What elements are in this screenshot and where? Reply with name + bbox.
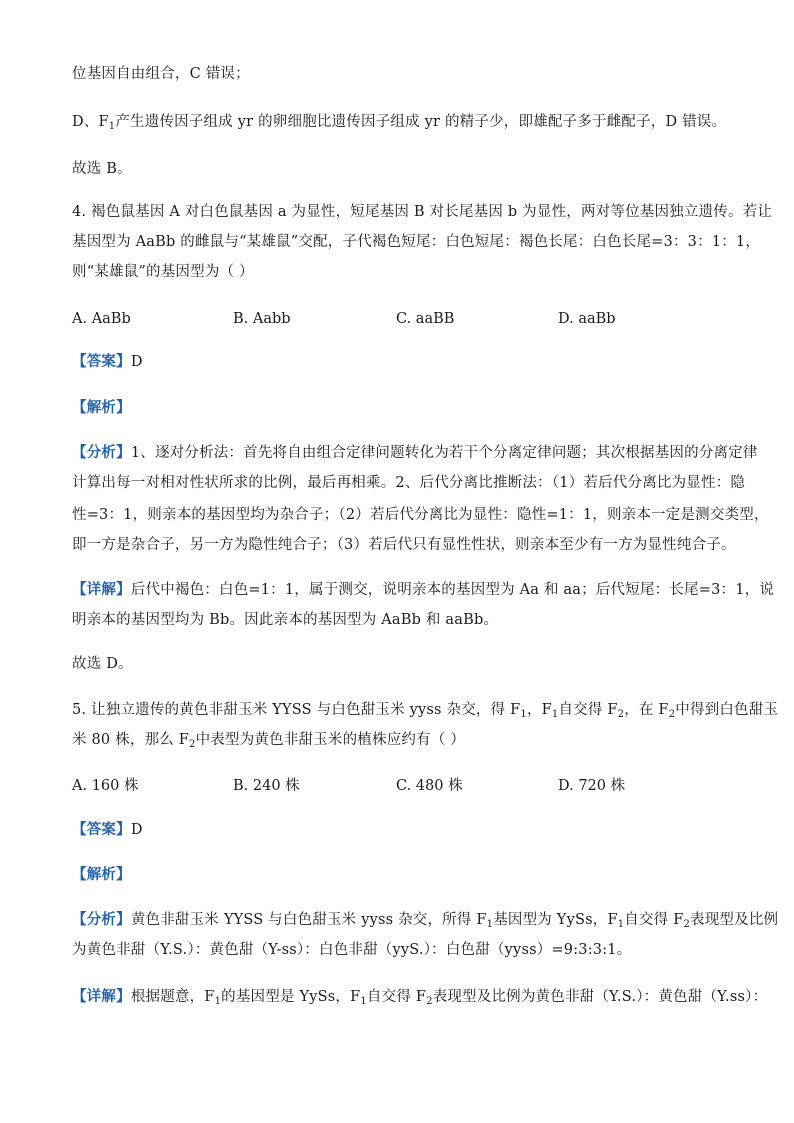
detail-text: 明亲本的基因型均为 Bb。因此亲本的基因型为 AaBb 和 aaBb。 (72, 612, 499, 628)
analysis-text: 即一方是杂合子，另一方为隐性纯合子；（3）若后代只有显性性状，则亲本至少有一方为显性纯合子。 (72, 537, 736, 553)
answer-value: D (130, 354, 143, 370)
option-d: D. 720 株 (558, 778, 626, 794)
option-a: A. AaBb (72, 311, 131, 327)
answer-value: D (130, 822, 143, 838)
option-c: C. 480 株 (396, 778, 463, 794)
analysis-heading: 【解析】 (72, 866, 131, 883)
question-4-stem: 4. 褐色鼠基因 A 对白色鼠基因 a 为显性，短尾基因 B 对长尾基因 b 为显性，两对等位基因独立遗传。若让 (72, 204, 773, 220)
option-a: A. 160 株 (72, 778, 139, 794)
analysis-text: 计算出每一对相对性状所求的比例，最后再相乘。2、后代分离比推断法：（1）若后代分离比为显性：隐 (72, 475, 746, 491)
text-line: D、$F_1$产生遗传因子组成 yr 的卵细胞比遗传因子组成 yr 的精子少，即雄配子多于雌配子，D 错误。 (72, 114, 727, 132)
text-line: 位基因自由组合，C 错误； (72, 66, 250, 82)
answer-tag: 【答案】 (72, 821, 131, 838)
option-c: C. aaBB (396, 311, 455, 327)
question-5-stem: 米 80 株，那么 $F_2$中表型为黄色非甜玉米的植株应约有（ ） (72, 732, 466, 750)
question-4-stem: 基因型为 AaBb 的雌鼠与“某雄鼠”交配，子代褐色短尾：白色短尾：褐色长尾：白色长尾=3：3：1：1， (72, 234, 761, 250)
answer-tag: 【答案】 (72, 353, 131, 370)
conclusion: 故选 D。 (72, 656, 133, 672)
question-4-stem: 则“某雄鼠”的基因型为（ ） (72, 264, 254, 280)
answer-line (72, 352, 734, 372)
analysis-heading: 【解析】 (72, 399, 131, 416)
analysis-text: 性=3：1，则亲本的基因型均为杂合子；（2）若后代分离比为显性：隐性=1：1，则亲本一定是测交类型， (72, 507, 769, 523)
analysis-text: 为黄色非甜（Y.S.）：黄色甜（Y-ss）：白色非甜（yyS.）：白色甜（yyss）=9:3:3:1。 (72, 942, 632, 958)
detail-text: 【详解】后代中褐色：白色=1：1，属于测交，说明亲本的基因型为 Aa 和 aa；后代短尾：长尾=3：1，说 (72, 581, 775, 598)
analysis-text: 【分析】黄色非甜玉米 YYSS 与白色甜玉米 yyss 杂交，所得 $F_1$基因型为 YySs，$F_1$自交得 $F_2$表现型及比例 (72, 911, 779, 930)
answer-line (72, 820, 734, 840)
detail-text: 【详解】根据题意，$F_1$的基因型是 YySs，$F_1$自交得 $F_2$表现型及比例为黄色非甜（Y.S.）：黄色甜（Y.ss）： (72, 988, 768, 1007)
option-b: B. Aabb (233, 311, 291, 327)
option-d: D. aaBb (558, 311, 616, 327)
option-b: B. 240 株 (233, 778, 300, 794)
text-line: 故选 B。 (72, 161, 132, 177)
analysis-text: 【分析】1、逐对分析法：首先将自由组合定律问题转化为若干个分离定律问题；其次根据基因的分离定律 (72, 444, 758, 461)
question-5-stem: 5. 让独立遗传的黄色非甜玉米 YYSS 与白色甜玉米 yyss 杂交，得 $F_1$，$F_1$自交得 $F_2$，在 $F_2$中得到白色甜玉 (72, 702, 779, 720)
